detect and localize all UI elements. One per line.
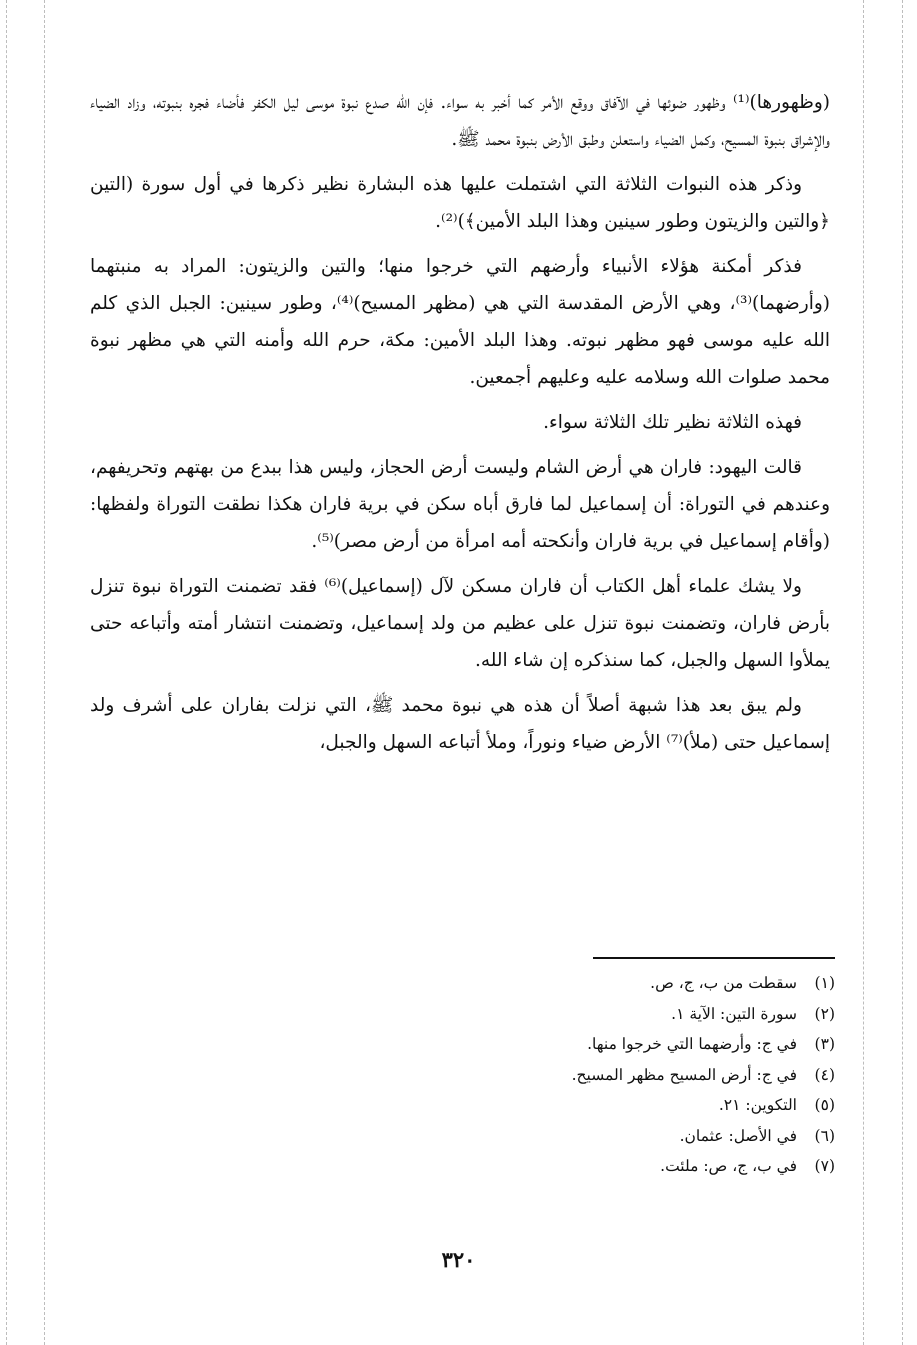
footnote-text: سورة التين: الآية ١.	[671, 1004, 797, 1023]
footnote-text: في الأصل: عثمان.	[679, 1126, 797, 1145]
margin-guide-left-inner	[44, 0, 45, 1345]
footnote-1	[300, 968, 835, 999]
footnote-text: التكوين: ٢١.	[718, 1096, 797, 1114]
footnote-number: (١)	[814, 974, 835, 992]
footnotes	[300, 968, 835, 1182]
footnote-5	[300, 1090, 835, 1121]
paragraph-4: فهذه الثلاثة نظير تلك الثلاثة سواء.	[543, 412, 802, 433]
paragraph-2: وذكر هذه النبوات الثلاثة التي اشتملت عليها هذه البشارة نظير ذكرها في أول سورة (التين ﴿والتين والزيتون وطور سينين وهذا البلد الأمين﴾)⁽²⁾.	[90, 174, 830, 232]
footnote-text: في ج: أرض المسيح مظهر المسيح.	[571, 1065, 797, 1084]
footnote-number: (٦)	[814, 1126, 835, 1145]
footnote-7	[300, 1151, 835, 1182]
margin-guide-right-outer	[902, 0, 903, 1345]
footnote-4	[300, 1060, 835, 1091]
paragraph-6: ولا يشك علماء أهل الكتاب أن فاران مسكن لآل (إسماعيل)⁽⁶⁾ فقد تضمنت التوراة نبوة تنزل بأرض فاران، وتضمنت نبوة تنزل على عظيم من ولد إسماعيل، وتضمنت انتشار أمته وأتباعه حتى يملأوا السهل والجبل، كما سنذكره إن شاء الله.	[90, 576, 830, 671]
footnote-3	[300, 1029, 835, 1060]
footnote-number: (٥)	[814, 1096, 835, 1114]
footnote-text: سقطت من ب، ج، ص.	[650, 974, 797, 992]
footnote-6	[300, 1121, 835, 1152]
margin-guide-right-inner	[863, 0, 864, 1345]
footnote-text: في ب، ج، ص: ملئت.	[660, 1157, 797, 1175]
footnote-text: في ج: وأرضهما التي خرجوا منها.	[587, 1035, 797, 1053]
paragraph-3: فذكر أمكنة هؤلاء الأنبياء وأرضهم التي خرجوا منها؛ والتين والزيتون: المراد به منبتهما (وأرضهما)⁽³⁾، وهي الأرض المقدسة التي هي (مظهر المسيح)⁽⁴⁾، وطور سينين: الجبل الذي كلم الله عليه موسى فهو مظهر نبوته. وهذا البلد الأمين: مكة، حرم الله وأمنه التي هي مظهر نبوة محمد صلوات الله وسلامه عليه وعليهم أجمعين.	[90, 256, 830, 388]
margin-guide-left-outer	[6, 0, 7, 1345]
footnote-number: (٧)	[814, 1157, 835, 1175]
footnote-number: (٣)	[814, 1035, 835, 1053]
footnote-2	[300, 999, 835, 1030]
paragraph-5: قالت اليهود: فاران هي أرض الشام وليست أرض الحجاز، وليس هذا ببدع من بهتهم وتحريفهم، وعندهم في التوراة: أن إسماعيل لما فارق أباه سكن في برية فاران هكذا نطقت التوراة ولفظها: (وأقام إسماعيل في برية فاران وأنكحته أمه امرأة من أرض مصر)⁽⁵⁾.	[90, 457, 830, 552]
footnote-number: (٤)	[814, 1065, 835, 1084]
paragraph-1: (وظهورها)⁽¹⁾ وظهور ضوئها في الآفاق ووقع الأمر كما أخبر به سواء. فإن الله صدع نبوة موسى ليل الكفر فأضاء فجره بنبوته، وزاد الضياء والإشراق بنبوة المسيح، وكمل الضياء واستعلن وطبق الأرض بنبوة محمد ﷺ.	[90, 92, 830, 150]
footnote-number: (٢)	[814, 1004, 835, 1023]
footnote-separator	[593, 957, 835, 959]
paragraph-7: ولم يبق بعد هذا شبهة أصلاً أن هذه هي نبوة محمد ﷺ، التي نزلت بفاران على أشرف ولد إسماعيل حتى (ملأ)⁽⁷⁾ الأرض ضياء ونوراً، وملأ أتباعه السهل والجبل،	[90, 695, 830, 753]
page-body	[90, 84, 830, 769]
page-number: ٣٢٠	[441, 1247, 476, 1272]
